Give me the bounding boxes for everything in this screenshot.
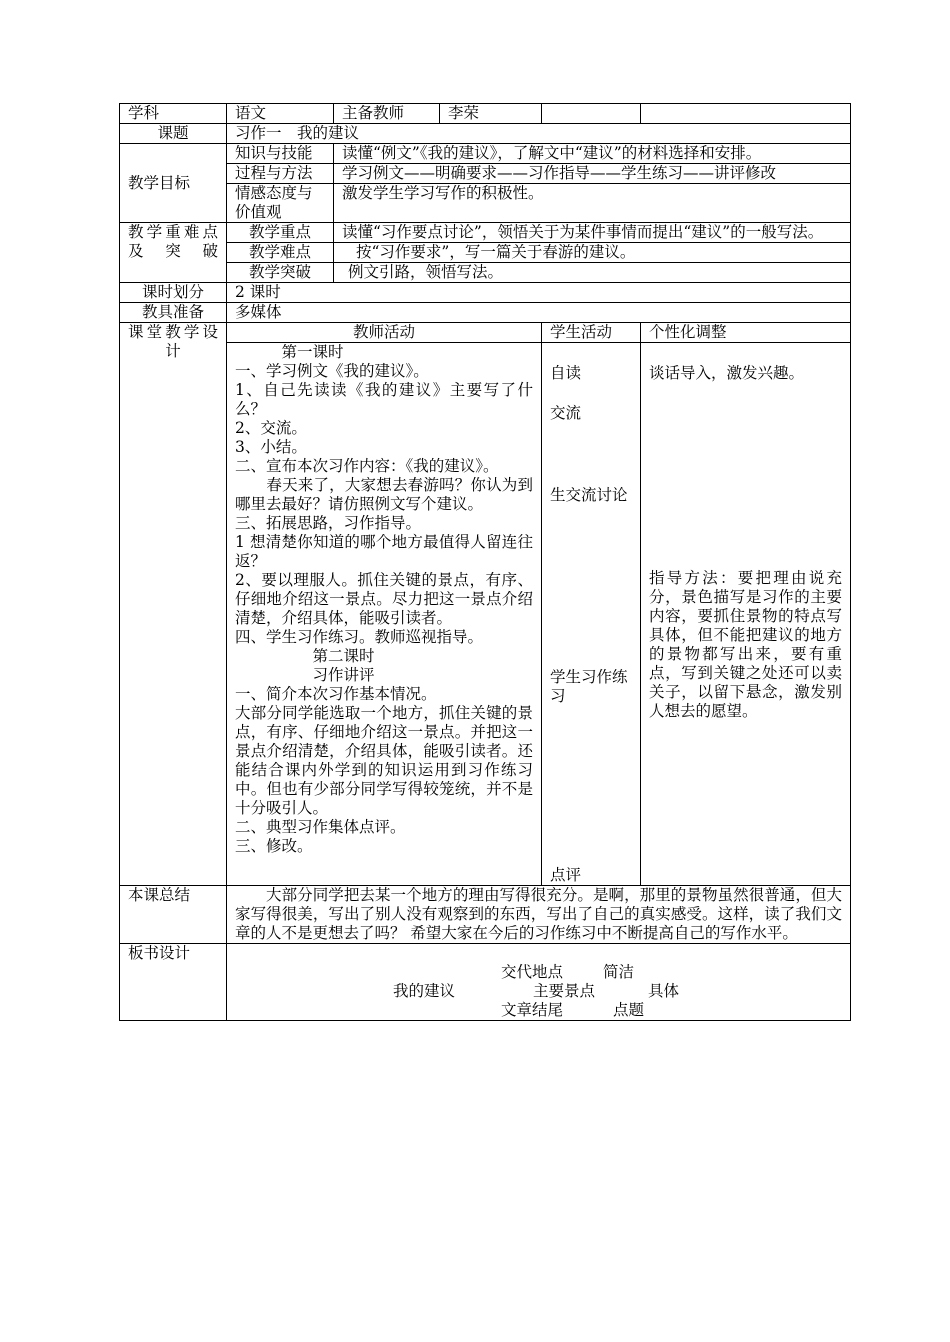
subject-label: 学科: [120, 104, 227, 124]
teacher-line: 1、自己先读读《我的建议》主要写了什么？: [235, 381, 534, 418]
blank-cell: [641, 104, 851, 124]
teacher-line: 春天来了，大家想去春游吗？你认为到哪里去最好？请仿照例文写个建议。: [235, 476, 534, 513]
goals-label: 教学目标: [120, 144, 227, 223]
teacher-line: 3、小结。: [235, 438, 307, 456]
summary-value: 大部分同学把去某一个地方的理由写得很充分。是啊，那里的景物虽然很普通，但大家写得很美，写出了别人没有观察到的东西，写出了自己的真实感受。这样，读了我们文章的人不是更想去了吗？ 希望大家在今后的习作练习中不断提高自己的写作水平。: [227, 886, 851, 944]
design-body-row: [120, 343, 851, 886]
teacher-line: 一、简介本次习作基本情况。: [235, 685, 437, 703]
key-point-row: [120, 243, 851, 263]
teacher-activity-header: 教师活动: [227, 323, 542, 343]
key-points-label: 教学重难点及突破: [120, 223, 227, 283]
board-item: 文章结尾: [501, 1001, 564, 1019]
board-item: 交代地点: [501, 963, 564, 981]
key-point-row: [120, 223, 851, 243]
key-point-value: 按“习作要求”，写一篇关于春游的建议。: [334, 243, 851, 263]
summary-label: 本课总结: [120, 886, 227, 944]
student-item: 自读: [550, 364, 582, 382]
student-item: 点评: [550, 866, 582, 884]
teacher-label: 主备教师: [334, 104, 440, 124]
teacher-line: 三、修改。: [235, 837, 313, 855]
key-point-label: 教学难点: [227, 243, 334, 263]
key-point-value: 读懂“习作要点讨论”，领悟关于为某件事情而提出“建议”的一般写法。: [334, 223, 851, 243]
key-point-row: [120, 263, 851, 283]
schedule-row: [120, 283, 851, 303]
summary-row: [120, 886, 851, 944]
board-note: 简洁: [603, 963, 635, 981]
goal-label: 过程与方法: [227, 164, 334, 184]
design-label: 课堂教学设计: [120, 323, 227, 886]
adjustment-item: 谈话导入，激发兴趣。: [649, 364, 805, 382]
teacher-value: 李荣: [440, 104, 542, 124]
teacher-line: 2、要以理服人。抓住关键的景点，有序、仔细地介绍这一景点。尽力把这一景点介绍清楚，介绍具体，能吸引读者。: [235, 571, 534, 627]
teacher-line: 一、学习例文《我的建议》。: [235, 362, 429, 380]
teacher-activity-cell: [227, 343, 542, 886]
goal-row: [120, 144, 851, 164]
teacher-line: 习作讲评: [235, 666, 375, 684]
topic-value: 习作一 我的建议: [227, 124, 851, 144]
tools-value: 多媒体: [227, 303, 851, 323]
teacher-line: 2、交流。: [235, 419, 307, 437]
teacher-line: 二、宣布本次习作内容：《我的建议》。: [235, 457, 499, 475]
board-note: 点题: [613, 1001, 645, 1019]
board-note: 具体: [648, 982, 680, 1000]
lesson-plan-table: [119, 103, 851, 1021]
subject-value: 语文: [227, 104, 334, 124]
key-point-value: 例文引路，领悟写法。: [334, 263, 851, 283]
key-point-label: 教学突破: [227, 263, 334, 283]
tools-row: [120, 303, 851, 323]
schedule-label: 课时划分: [120, 283, 227, 303]
tools-label: 教具准备: [120, 303, 227, 323]
board-title: 我的建议: [393, 982, 456, 1000]
goal-value: 激发学生学习写作的积极性。: [334, 184, 851, 223]
teacher-line: 第二课时: [235, 647, 375, 665]
adjustment-item: 指导方法：要把理由说充分，景色描写是习作的主要内容，要抓住景物的特点写具体，但不能把建议的地方的景物都写出来，要有重点，写到关键之处还可以卖关子，以留下悬念，激发别人想去的愿望。: [649, 569, 843, 720]
board-label: 板书设计: [120, 944, 227, 1021]
student-item: 生交流讨论: [550, 486, 628, 504]
student-activity-cell: [542, 343, 641, 886]
adjustment-cell: [641, 343, 851, 886]
topic-row: [120, 124, 851, 144]
teacher-line: 二、典型习作集体点评。: [235, 818, 406, 836]
student-item: 交流: [550, 404, 582, 422]
board-item: 主要景点: [533, 982, 596, 1000]
teacher-line: 四、学生习作练习。教师巡视指导。: [235, 628, 484, 646]
teacher-line: 三、拓展思路，习作指导。: [235, 514, 422, 532]
student-activity-header: 学生活动: [542, 323, 641, 343]
board-row: [120, 944, 851, 1021]
goal-label: 情感态度与价值观: [227, 184, 334, 223]
design-header-row: [120, 323, 851, 343]
student-item: 学生习作练习: [550, 668, 628, 705]
goal-value: 读懂“例文”《我的建议》，了解文中“建议”的材料选择和安排。: [334, 144, 851, 164]
header-row: [120, 104, 851, 124]
schedule-value: 2 课时: [227, 283, 851, 303]
teacher-line: 第一课时: [235, 343, 344, 361]
key-point-label: 教学重点: [227, 223, 334, 243]
teacher-line: 大部分同学能选取一个地方，抓住关键的景点，有序、仔细地介绍这一景点。并把这一景点介绍清楚，介绍具体，能吸引读者。还能结合课内外学到的知识运用到习作练习中。但也有少部分同学写得较笼统，并不是十分吸引人。: [235, 704, 534, 817]
board-design-cell: [227, 944, 851, 1021]
goal-row: [120, 184, 851, 223]
adjustment-header: 个性化调整: [641, 323, 851, 343]
board-diagram: [235, 944, 842, 1020]
goal-value: 学习例文——明确要求——习作指导——学生练习——讲评修改: [334, 164, 851, 184]
goal-row: [120, 164, 851, 184]
topic-label: 课题: [120, 124, 227, 144]
blank-cell: [542, 104, 641, 124]
goal-label: 知识与技能: [227, 144, 334, 164]
teacher-line: 1 想清楚你知道的哪个地方最值得人留连往返？: [235, 533, 534, 570]
